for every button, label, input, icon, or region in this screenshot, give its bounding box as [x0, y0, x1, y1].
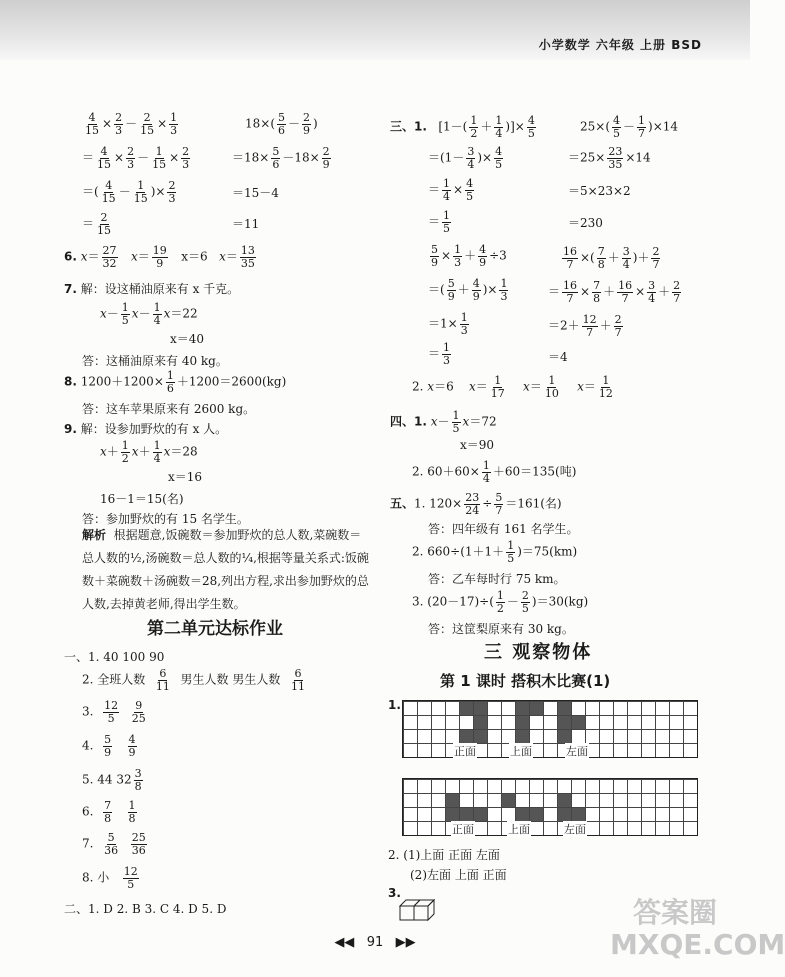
calc-line: ＝ $\frac{1}{4}$ × $\frac{4}{5}$	[428, 177, 474, 203]
q9-step: 16－1＝15(名)	[100, 492, 184, 506]
grid-label-top: 上面	[508, 823, 530, 836]
r-q5-3: 3. (20－17)÷( $\frac{1}{2}$ － $\frac{2}{5}$ )＝30(kg)	[412, 589, 589, 615]
grid-q2a: 2. (1)上面 正面 左面	[388, 848, 500, 862]
q9-equation: x＋ $\frac{1}{2}$ x＋ $\frac{1}{4}$ x＝28	[100, 439, 198, 465]
q9-answer: 答：参加野炊的有 15 名学生。	[82, 512, 249, 526]
prev-page-icon[interactable]: ◀◀	[334, 935, 355, 950]
header-title: 小学数学 六年级 上册 BSD	[538, 38, 702, 52]
next-page-icon[interactable]: ▶▶	[395, 935, 416, 950]
calc-line: ＝ $\frac{16}{7}$ × $\frac{7}{8}$ ＋ $\frac{16}{7}$ × $\frac{3}{4}$ ＋ $\frac{2}{7}$	[548, 279, 681, 305]
unit2-part2: 二、1. D 2. B 3. C 4. D 5. D	[64, 902, 227, 916]
unit2-q2: 2. 全班人数 $\frac{6}{11}$ 男生人数 男生人数 $\frac{6}{11}$	[82, 667, 306, 693]
q7-solution: x＝40	[170, 332, 205, 346]
calc-line: ＝( $\frac{4}{15}$ － $\frac{1}{15}$ )× $\frac{2}{3}$	[82, 179, 176, 205]
r-calc-4: $\frac{16}{7}$ ×( $\frac{7}{8}$ ＋ $\frac{3}{4}$ )＋ $\frac{2}{7}$	[563, 245, 660, 271]
calc-line: ＝18× $\frac{5}{6}$ －18× $\frac{2}{9}$	[232, 145, 330, 171]
page-header	[0, 0, 750, 60]
calc-line: ＝ $\frac{2}{15}$	[82, 211, 112, 237]
grid-q3-label: 3.	[388, 886, 401, 900]
cube-figure	[398, 896, 444, 924]
q8-answer: 答：这车苹果原来有 2600 kg。	[82, 402, 256, 416]
r-q5-3-ans: 答：这筐梨原来有 30 kg。	[428, 622, 574, 636]
calc-line: ＝ $\frac{4}{15}$ × $\frac{2}{3}$ － $\frac{1}{15}$ × $\frac{2}{3}$	[82, 145, 190, 171]
q9-intro: 9. 解：设参加野炊的有 x 人。	[64, 422, 228, 436]
r-q5-1-ans: 答：四年级有 161 名学生。	[428, 522, 579, 536]
calc-line: ＝5×23×2	[568, 184, 631, 198]
q9-solution: x＝16	[168, 470, 203, 484]
lesson-title: 第 1 课时 搭积木比赛(1)	[440, 672, 611, 690]
unit2-q6: 6. $\frac{7}{8}$ $\frac{1}{8}$	[82, 799, 136, 825]
calc-line: ＝230	[568, 216, 603, 230]
r-q4-sol: x＝90	[460, 438, 495, 452]
unit2-q4: 4. $\frac{5}{9}$ $\frac{4}{9}$	[82, 733, 136, 759]
grid-q2b: (2)左面 上面 正面	[410, 868, 507, 882]
calc-line: ＝25× $\frac{23}{35}$ ×14	[568, 145, 651, 171]
grid-q1-label: 1.	[388, 698, 401, 712]
grid-label-left: 左面	[566, 745, 588, 758]
calc-block-left-2: 18×( $\frac{5}{6}$ － $\frac{2}{9}$ )	[245, 111, 318, 137]
calc-line: ＝ $\frac{1}{5}$	[428, 209, 451, 235]
unit2-q1: 一、1. 40 100 90	[64, 650, 165, 664]
calc-line: ＝2＋ $\frac{12}{7}$ ＋ $\frac{2}{7}$	[548, 313, 622, 339]
r-q4-2: 2. 60＋60× $\frac{1}{4}$ ＋60＝135(吨)	[412, 459, 577, 485]
calc-block-left-1: $\frac{4}{15}$ × $\frac{2}{3}$ － $\frac{2}{15}$ × $\frac{1}{3}$	[85, 111, 178, 137]
q6-line: 6. x＝ $\frac{27}{32}$ x＝ $\frac{19}{9}$ x＝6 x＝ $\frac{13}{35}$	[64, 244, 255, 270]
r-calc-3: $\frac{5}{9}$ × $\frac{1}{3}$ ＋ $\frac{4}{9}$ ÷3	[431, 243, 507, 269]
chapter-title: 三 观察物体	[484, 642, 593, 663]
calc-line: ＝15－4	[232, 186, 279, 200]
analysis-paragraph: 解析 根据题意,饭碗数＝参加野炊的总人数,菜碗数＝总人数的½,汤碗数＝总人数的¼,根据等量关系式:饭碗数＋菜碗数＋汤碗数＝28,列出方程,求出参加野炊的总人数,去掉黄老师,得出学生数。	[82, 528, 369, 611]
calc-line: ＝( $\frac{5}{9}$ ＋ $\frac{4}{9}$ )× $\frac{1}{3}$	[428, 277, 508, 303]
grid-label-left: 左面	[564, 823, 586, 836]
r-q4-1: 四、1. x－ $\frac{1}{5}$ x＝72	[390, 409, 497, 435]
grid-view-1	[402, 700, 698, 758]
unit2-q7: 7. $\frac{5}{36}$ $\frac{25}{36}$	[82, 831, 146, 857]
calc-line: ＝(1－ $\frac{3}{4}$ )× $\frac{4}{5}$	[428, 145, 503, 171]
calc-line: ＝1× $\frac{1}{3}$	[428, 311, 468, 337]
r-q3-2: 2. x＝6 x＝ $\frac{1}{17}$ x＝ $\frac{1}{10}$ x＝ $\frac{1}{12}$	[412, 374, 613, 400]
calc-line: ＝11	[232, 217, 260, 231]
calc-line: ＝ $\frac{1}{3}$	[428, 341, 451, 367]
q7-equation: x－ $\frac{1}{5}$ x－ $\frac{1}{4}$ x＝22	[100, 301, 198, 327]
grid-label-top: 上面	[510, 745, 532, 758]
q7-answer: 答：这桶油原来有 40 kg。	[82, 354, 228, 368]
calc-line: ＝4	[548, 350, 568, 364]
unit2-q3: 3. $\frac{12}{5}$ $\frac{9}{25}$	[82, 699, 146, 725]
unit2-q8: 8. 小 $\frac{12}{5}$	[82, 865, 138, 891]
r-calc-2: 25×( $\frac{4}{5}$ － $\frac{1}{7}$ )×14	[580, 114, 679, 140]
page-number: 91	[366, 935, 384, 950]
grid-label-front: 正面	[452, 823, 474, 836]
q7-intro: 7. 解：设这桶油原来有 x 千克。	[64, 282, 240, 296]
grid-label-front: 正面	[454, 745, 476, 758]
r-q5-1: 五、1. 120× $\frac{23}{24}$ ÷ $\frac{5}{7}$ ＝161(名)	[390, 491, 562, 517]
unit2-q5: 5. 44 32 $\frac{3}{8}$	[82, 767, 142, 793]
r-q3-1: 三、1. [1－( $\frac{1}{2}$ ＋ $\frac{1}{4}$ )]× $\frac{4}{5}$	[390, 114, 535, 140]
grid-view-2	[402, 778, 698, 836]
unit2-title: 第二单元达标作业	[147, 619, 283, 639]
watermark-logo: 答案圈 MXQE.COM	[610, 896, 785, 961]
r-q5-2: 2. 660÷(1＋1＋ $\frac{1}{5}$ )＝75(km)	[412, 539, 578, 565]
r-q5-2-ans: 答：乙车每时行 75 km。	[428, 572, 566, 586]
q8-line: 8. 1200＋1200× $\frac{1}{6}$ ＋1200＝2600(kg)	[64, 369, 287, 395]
